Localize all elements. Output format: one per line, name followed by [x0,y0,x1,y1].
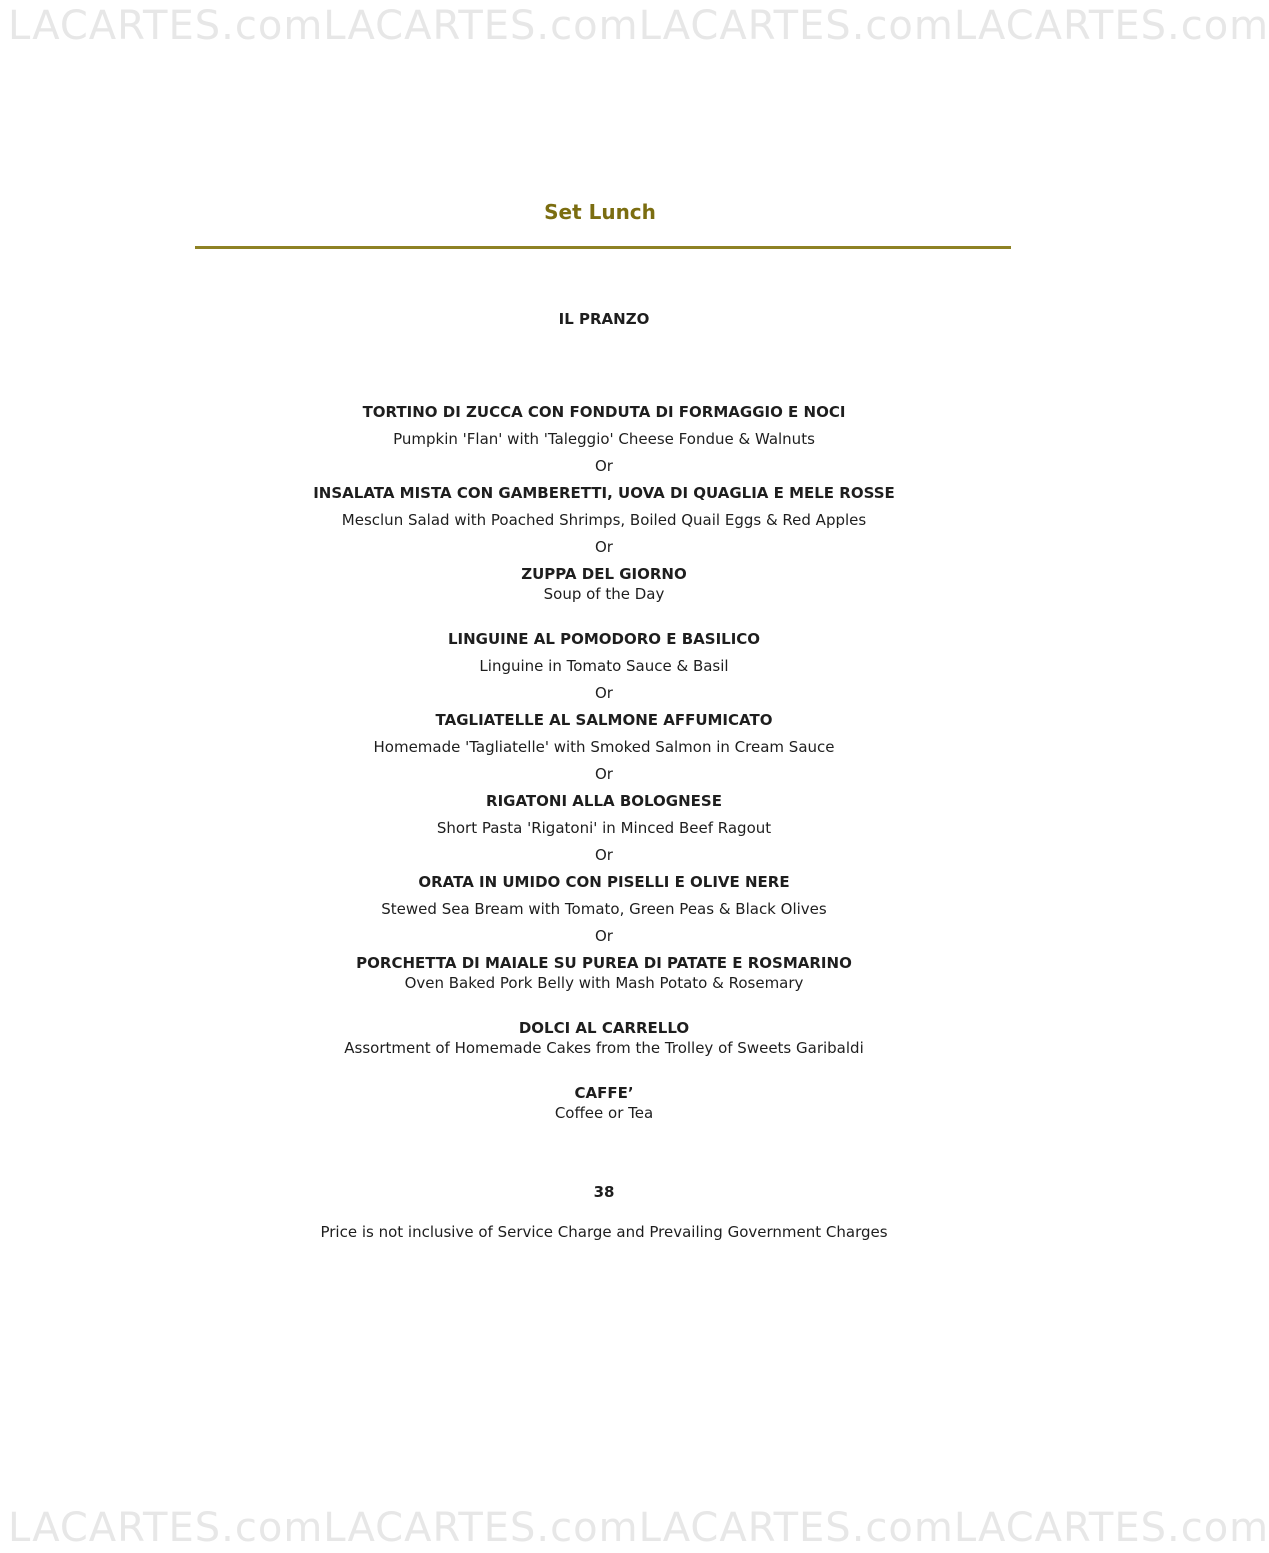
or-separator: Or [595,765,613,783]
or-separator: Or [595,927,613,945]
title-divider [195,246,1011,249]
dish-italian-name: ZUPPA DEL GIORNO [521,565,687,583]
watermark-text: LACARTES.com [953,1505,1269,1551]
dessert-english-description: Assortment of Homemade Cakes from the Trolley of Sweets Garibaldi [344,1039,864,1057]
dish-english-description: Mesclun Salad with Poached Shrimps, Boiled Quail Eggs & Red Apples [341,511,867,529]
set-price: 38 [593,1183,615,1201]
page-title: Set Lunch [544,200,656,224]
or-separator: Or [595,457,613,475]
watermark-text: LACARTES.com [323,3,639,49]
coffee-italian-name: CAFFE’ [574,1084,634,1102]
menu-list [0,402,1208,1123]
dish-italian-name: PORCHETTA DI MAIALE SU PUREA DI PATATE E ROSMARINO [356,954,852,972]
watermark-top [0,3,1269,49]
watermark-text: LACARTES.com [953,3,1269,49]
dish-english-description: Stewed Sea Bream with Tomato, Green Peas & Black Olives [381,900,827,918]
watermark-bottom [0,1505,1269,1551]
watermark-text: LACARTES.com [638,3,954,49]
price-note: Price is not inclusive of Service Charge and Prevailing Government Charges [320,1223,888,1241]
coffee-english-description: Coffee or Tea [554,1104,654,1122]
dish-english-description: Homemade 'Tagliatelle' with Smoked Salmon in Cream Sauce [373,738,835,756]
dish-english-description: Pumpkin 'Flan' with 'Taleggio' Cheese Fondue & Walnuts [393,430,815,448]
dish-english-description: Short Pasta 'Rigatoni' in Minced Beef Ragout [436,819,772,837]
watermark-text: LACARTES.com [8,1505,324,1551]
watermark-text: LACARTES.com [638,1505,954,1551]
dish-english-description: Soup of the Day [543,585,665,603]
dish-italian-name: TAGLIATELLE AL SALMONE AFFUMICATO [435,711,773,729]
dish-italian-name: ORATA IN UMIDO CON PISELLI E OLIVE NERE [418,873,790,891]
or-separator: Or [595,684,613,702]
dish-italian-name: INSALATA MISTA CON GAMBERETTI, UOVA DI QUAGLIA E MELE ROSSE [313,484,895,502]
dish-italian-name: LINGUINE AL POMODORO E BASILICO [447,630,761,648]
dish-italian-name: RIGATONI ALLA BOLOGNESE [486,792,722,810]
section-title: IL PRANZO [558,310,650,328]
dish-english-description: Oven Baked Pork Belly with Mash Potato & Rosemary [404,974,804,992]
watermark-text: LACARTES.com [8,3,324,49]
or-separator: Or [595,538,613,556]
watermark-text: LACARTES.com [323,1505,639,1551]
dessert-italian-name: DOLCI AL CARRELLO [518,1019,690,1037]
dish-english-description: Linguine in Tomato Sauce & Basil [479,657,729,675]
or-separator: Or [595,846,613,864]
dish-italian-name: TORTINO DI ZUCCA CON FONDUTA DI FORMAGGIO E NOCI [362,403,846,421]
